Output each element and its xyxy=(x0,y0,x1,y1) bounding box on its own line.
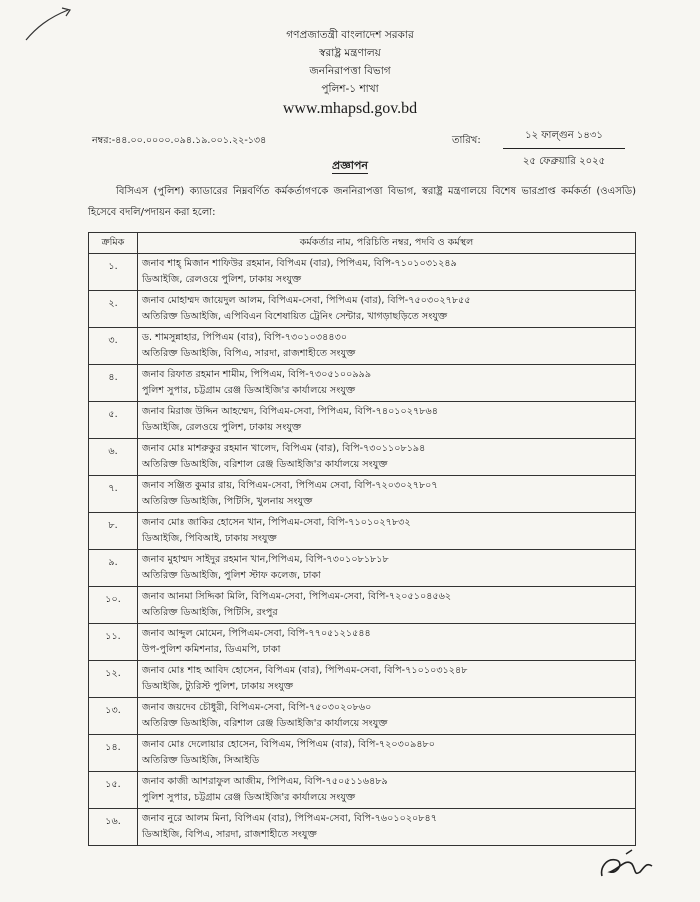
officer-name: ড. শামসুন্নাহার, পিপিএম (বার), বিপি-৭৩০১০৩৪৪৩০ xyxy=(142,332,348,343)
officer-posting: ডিআইজি, রেলওয়ে পুলিশ, ঢাকায় সংযুক্ত xyxy=(142,421,302,433)
section-name: পুলিশ-১ শাখা xyxy=(321,83,379,95)
table-row xyxy=(89,809,636,846)
officer-name: জনাব মোঃ শাহ আবিদ হোসেন, বিপিএম (বার), পিপিএম-সেবা, বিপি-৭১০১০৩১২৪৮ xyxy=(142,665,468,676)
table-row xyxy=(89,772,636,809)
gregorian-date: ২৫ ফেব্রুয়ারি ২০২৫ xyxy=(522,156,606,167)
row-serial: ৪. xyxy=(89,365,138,402)
intro-paragraph: বিসিএস (পুলিশ) ক্যাডারের নিম্নবর্ণিত কর্মকর্তাগণকে জননিরাপত্তা বিভাগ, স্বরাষ্ট্র মন্ত্রণালয়ে বিশেষ ভারপ্রাপ্ত কর্মকর্তা (ওএসডি) হিসেবে বদলি/পদায়ন করা হলো: xyxy=(88,186,636,218)
officer-name: জনাব শাহ্ মিজান শাফিউর রহমান, বিপিএম (বার), পিপিএম, বিপি-৭১০১০৩১২৪৯ xyxy=(142,258,457,269)
table-row xyxy=(89,291,636,328)
row-details xyxy=(138,809,636,846)
table-row xyxy=(89,476,636,513)
officer-name: জনাব কাজী আশরাফুল আজীম, পিপিএম, বিপি-৭৫০৫১১৬৪৮৯ xyxy=(142,776,388,787)
officer-posting: অতিরিক্ত ডিআইজি, এপিবিএন বিশেষায়িত ট্রেনিং সেন্টার, খাগড়াছড়িতে সংযুক্ত xyxy=(142,310,448,322)
officer-name: জনাব মুহাম্মদ সাইদুর রহমান খান,পিপিএম, বিপি-৭৩০১০৮১৮১৮ xyxy=(142,554,389,565)
row-details xyxy=(138,550,636,587)
officer-posting: উপ-পুলিশ কমিশনার, ডিএমপি, ঢাকা xyxy=(142,643,281,655)
memo-number: নম্বর:-৪৪.০০.০০০০.০৯৪.১৯.০০১.২২-১৩৪ xyxy=(92,135,267,146)
table-row xyxy=(89,550,636,587)
officer-posting: অতিরিক্ত ডিআইজি, পিটিসি, রংপুর xyxy=(142,606,278,618)
row-details xyxy=(138,254,636,291)
officer-posting: অতিরিক্ত ডিআইজি, বরিশাল রেঞ্জ ডিআইজি'র কার্যালয়ে সংযুক্ত xyxy=(142,717,388,729)
officer-name: জনাব সঞ্জিত কুমার রায়, বিপিএম-সেবা, পিপিএম সেবা, বিপি-৭২০৩০২৭৮০৭ xyxy=(142,480,438,491)
row-serial: ১৪. xyxy=(89,735,138,772)
table-row xyxy=(89,587,636,624)
date-label: তারিখ: xyxy=(452,135,481,146)
row-details xyxy=(138,291,636,328)
table-row xyxy=(89,365,636,402)
ministry-name: স্বরাষ্ট্র মন্ত্রণালয় xyxy=(319,47,381,59)
officer-posting: ডিআইজি, পিবিআই, ঢাকায় সংযুক্ত xyxy=(142,532,277,544)
notice-title-text: প্রজ্ঞাপন xyxy=(332,159,368,172)
row-details xyxy=(138,476,636,513)
header-serial: ক্রমিক xyxy=(89,233,138,254)
document-header xyxy=(170,26,530,119)
officer-name: জনাব মোঃ মাশরুকুর রহমান খালেদ, বিপিএম (বার), বিপি-৭৩০১১০৮১৯৪ xyxy=(142,443,426,454)
row-serial: ১৩. xyxy=(89,698,138,735)
table-row xyxy=(89,513,636,550)
table-header-row xyxy=(89,233,636,254)
row-details xyxy=(138,624,636,661)
bengali-date: ১২ ফাল্গুন ১৪৩১ xyxy=(503,125,625,149)
officer-name: জনাব নুরে আলম মিনা, বিপিএম (বার), পিপিএম-সেবা, বিপি-৭৬০১০২০৮৪৭ xyxy=(142,813,437,824)
officer-name: জনাব আনমা সিদ্দিকা মিলি, বিপিএম-সেবা, পিপিএম-সেবা, বিপি-৭২০৫১০৪৫৬২ xyxy=(142,591,452,602)
officer-posting: অতিরিক্ত ডিআইজি, পিটিসি, খুলনায় সংযুক্ত xyxy=(142,495,313,507)
row-serial: ৫. xyxy=(89,402,138,439)
table-body xyxy=(89,254,636,846)
row-details xyxy=(138,402,636,439)
row-serial: ১১. xyxy=(89,624,138,661)
row-serial: ৭. xyxy=(89,476,138,513)
row-serial: ১০. xyxy=(89,587,138,624)
officer-posting: অতিরিক্ত ডিআইজি, বরিশাল রেঞ্জ ডিআইজি'র কার্যালয়ে সংযুক্ত xyxy=(142,458,388,470)
row-serial: ৮. xyxy=(89,513,138,550)
row-serial: ১৬. xyxy=(89,809,138,846)
row-details xyxy=(138,735,636,772)
division-name: জননিরাপত্তা বিভাগ xyxy=(309,65,391,77)
officer-posting: পুলিশ সুপার, চট্টগ্রাম রেঞ্জ ডিআইজি'র কার্যালয়ে সংযুক্ত xyxy=(142,384,356,396)
officer-name: জনাব মোঃ জাকির হোসেন খান, পিপিএম-সেবা, বিপি-৭১০১০২৭৮৩২ xyxy=(142,517,411,528)
row-details xyxy=(138,513,636,550)
row-details xyxy=(138,365,636,402)
table-row xyxy=(89,661,636,698)
row-details xyxy=(138,439,636,476)
officer-posting: অতিরিক্ত ডিআইজি, বিপিএ, সারদা, রাজশাহীতে সংযুক্ত xyxy=(142,347,356,359)
officer-posting: ডিআইজি, রেলওয়ে পুলিশ, ঢাকায় সংযুক্ত xyxy=(142,273,302,285)
table-row xyxy=(89,735,636,772)
table-row xyxy=(89,698,636,735)
table-row xyxy=(89,328,636,365)
officer-name: জনাব জয়দেব চৌধুরী, বিপিএম-সেবা, বিপি-৭৫০৩০২০৮৬০ xyxy=(142,702,372,713)
officer-posting: ডিআইজি, ট্যুরিস্ট পুলিশ, ঢাকায় সংযুক্ত xyxy=(142,680,294,692)
govt-name: গণপ্রজাতন্ত্রী বাংলাদেশ সরকার xyxy=(286,29,414,41)
table-row xyxy=(89,624,636,661)
table-row xyxy=(89,439,636,476)
officer-name: জনাব মোহাম্মদ জায়েদুল আলম, বিপিএম-সেবা, পিপিএম (বার), বিপি-৭৫০৩০২৭৮৫৫ xyxy=(142,295,471,306)
row-serial: ৬. xyxy=(89,439,138,476)
officer-name: জনাব আব্দুল মোমেন, পিপিএম-সেবা, বিপি-৭৭০৫১২১৫৪৪ xyxy=(142,628,371,639)
officer-name: জনাব মিরাজ উদ্দিন আহম্মেদ, বিপিএম-সেবা, পিপিএম, বিপি-৭৪০১০২৭৮৬৪ xyxy=(142,406,438,417)
row-serial: ১৫. xyxy=(89,772,138,809)
officer-posting: অতিরিক্ত ডিআইজি, সিআইডি xyxy=(142,754,260,766)
signature-mark xyxy=(596,846,658,886)
header-details: কর্মকর্তার নাম, পরিচিতি নম্বর, পদবি ও কর্মস্থল xyxy=(138,233,636,254)
row-serial: ১. xyxy=(89,254,138,291)
officer-posting: অতিরিক্ত ডিআইজি, পুলিশ স্টাফ কলেজ, ঢাকা xyxy=(142,569,321,581)
row-serial: ৯. xyxy=(89,550,138,587)
row-details xyxy=(138,772,636,809)
table-row xyxy=(89,254,636,291)
officer-posting: পুলিশ সুপার, চট্টগ্রাম রেঞ্জ ডিআইজি'র কার্যালয়ে সংযুক্ত xyxy=(142,791,356,803)
row-serial: ১২. xyxy=(89,661,138,698)
table-row xyxy=(89,402,636,439)
corner-pen-mark xyxy=(22,6,74,46)
row-details xyxy=(138,587,636,624)
notice-title xyxy=(0,157,700,176)
row-details xyxy=(138,661,636,698)
row-serial: ২. xyxy=(89,291,138,328)
row-details xyxy=(138,328,636,365)
officer-name: জনাব মোঃ দেলোয়ার হোসেন, বিপিএম, পিপিএম (বার), বিপি-৭২০৩০৯৪৮০ xyxy=(142,739,436,750)
row-serial: ৩. xyxy=(89,328,138,365)
officer-name: জনাব রিফাত রহমান শামীম, পিপিএম, বিপি-৭৩০৫১০০৯৯৯ xyxy=(142,369,372,380)
officer-posting: ডিআইজি, বিপিএ, সারদা, রাজশাহীতে সংযুক্ত xyxy=(142,828,317,840)
officer-table xyxy=(88,232,636,846)
website-url: www.mhapsd.gov.bd xyxy=(282,100,418,117)
row-details xyxy=(138,698,636,735)
